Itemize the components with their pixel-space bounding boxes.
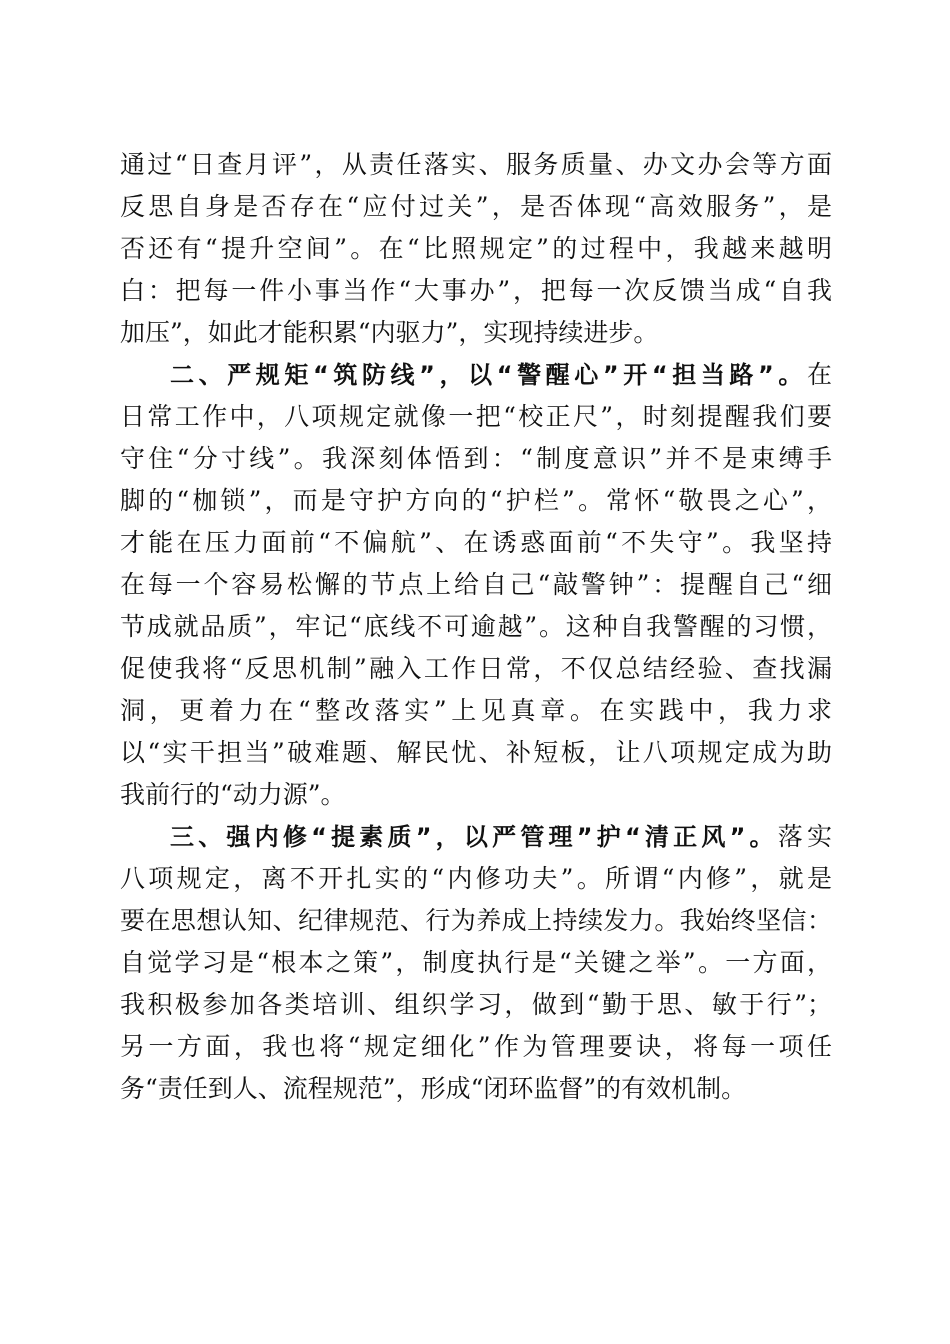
section-two-first-line (170, 355, 832, 395)
section-three-heading: 三、强内修“提素质”，以严管理”护“清正风”。 (170, 823, 778, 851)
text-line: 在每一个容易松懈的节点上给自己“敲警钟”：提醒自己“细 (120, 570, 832, 599)
text-line: 守住“分寸线”。我深刻体悟到：“制度意识”并不是束缚手 (120, 444, 832, 473)
section-three-first-line (170, 817, 832, 857)
text-line: 加压”，如此才能积累“内驱力”，实现持续进步。 (120, 318, 659, 347)
text-line: 务“责任到人、流程规范”，形成“闭环监督”的有效机制。 (120, 1074, 747, 1103)
text-line: 否还有“提升空间”。在“比照规定”的过程中，我越来越明 (120, 234, 832, 263)
text-line: 才能在压力面前“不偏航”、在诱惑面前“不失守”。我坚持 (120, 528, 832, 557)
text-line: 要在思想认知、纪律规范、行为养成上持续发力。我始终坚信： (120, 906, 832, 935)
section-two-heading: 二、严规矩“筑防线”，以“警醒心”开“担当路”。 (170, 361, 807, 389)
text-line: 我前行的“动力源”。 (120, 780, 346, 809)
text-line: 节成就品质”，牢记“底线不可逾越”。这种自我警醒的习惯， (120, 612, 832, 641)
text-line: 洞，更着力在“整改落实”上见真章。在实践中，我力求 (120, 696, 832, 725)
text-line: 日常工作中，八项规定就像一把“校正尺”，时刻提醒我们要 (120, 402, 832, 431)
text-line: 脚的“枷锁”，而是守护方向的“护栏”。常怀“敬畏之心”， (120, 486, 832, 515)
section-three-first-line-rest: 落实 (777, 822, 832, 851)
text-line: 通过“日查月评”，从责任落实、服务质量、办文办会等方面 (120, 150, 832, 179)
text-line: 以“实干担当”破难题、解民忧、补短板，让八项规定成为助 (120, 738, 832, 767)
section-two-first-line-rest: 在 (806, 360, 832, 389)
text-line: 自觉学习是“根本之策”，制度执行是“关键之举”。一方面， (120, 948, 832, 977)
text-line: 促使我将“反思机制”融入工作日常，不仅总结经验、查找漏 (120, 654, 832, 683)
text-line: 反思自身是否存在“应付过关”，是否体现“高效服务”，是 (120, 192, 832, 221)
text-line: 白：把每一件小事当作“大事办”，把每一次反馈当成“自我 (120, 276, 832, 305)
text-line: 八项规定，离不开扎实的“内修功夫”。所谓“内修”，就是 (120, 864, 832, 893)
text-line: 我积极参加各类培训、组织学习，做到“勤于思、敏于行”； (120, 990, 832, 1019)
text-line: 另一方面，我也将“规定细化”作为管理要诀，将每一项任 (120, 1032, 832, 1061)
